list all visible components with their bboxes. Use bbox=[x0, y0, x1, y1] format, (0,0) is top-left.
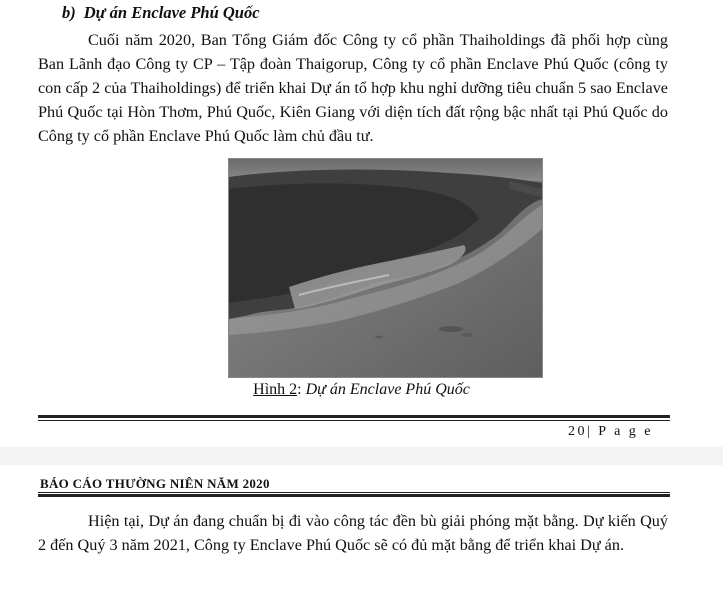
section-number: b) bbox=[62, 3, 76, 22]
page-label: | P a g e bbox=[587, 424, 653, 439]
figure-separator: : bbox=[297, 381, 306, 398]
page-break bbox=[0, 447, 723, 465]
aerial-photo-coastline-icon bbox=[229, 159, 542, 377]
figure-caption bbox=[0, 381, 723, 399]
figure-image bbox=[228, 158, 543, 378]
figure-label: Hình 2 bbox=[253, 381, 298, 398]
header-rule-thick bbox=[38, 494, 670, 497]
paragraph-intro: Cuối năm 2020, Ban Tổng Giám đốc Công ty cổ phần Thaiholdings đã phối hợp cùng Ban Lãnh đạo Công ty CP – Tập đoàn Thaigorup, Công ty cổ phần Enclave Phú Quốc (công ty con cấp 2 của Thaiholdings) để triển khai Dự án tổ hợp khu nghỉ dưỡng tiêu chuẩn 5 sao Enclave Phú Quốc tại Hòn Thơm, Phú Quốc, Kiên Giang với diện tích đất rộng bậc nhất tại Phú Quốc do Công ty cổ phần Enclave Phú Quốc làm chủ đầu tư. bbox=[38, 31, 668, 145]
footer-rule-thin bbox=[38, 420, 670, 421]
report-header-title: BÁO CÁO THƯỜNG NIÊN NĂM 2020 bbox=[40, 476, 270, 491]
page-number bbox=[568, 424, 653, 440]
section-heading bbox=[62, 3, 260, 23]
header-rule-thin bbox=[38, 492, 670, 493]
paragraph-status: Hiện tại, Dự án đang chuẩn bị đi vào công tác đền bù giải phóng mặt bằng. Dự kiến Quý 2 đến Quý 3 năm 2021, Công ty Enclave Phú Quốc sẽ có đủ mặt bằng để triển khai Dự án. bbox=[38, 512, 668, 554]
page-number-value: 20 bbox=[568, 424, 587, 439]
section-title: Dự án Enclave Phú Quốc bbox=[83, 3, 260, 22]
footer-rule-thick bbox=[38, 415, 670, 418]
figure-title: Dự án Enclave Phú Quốc bbox=[305, 381, 470, 398]
